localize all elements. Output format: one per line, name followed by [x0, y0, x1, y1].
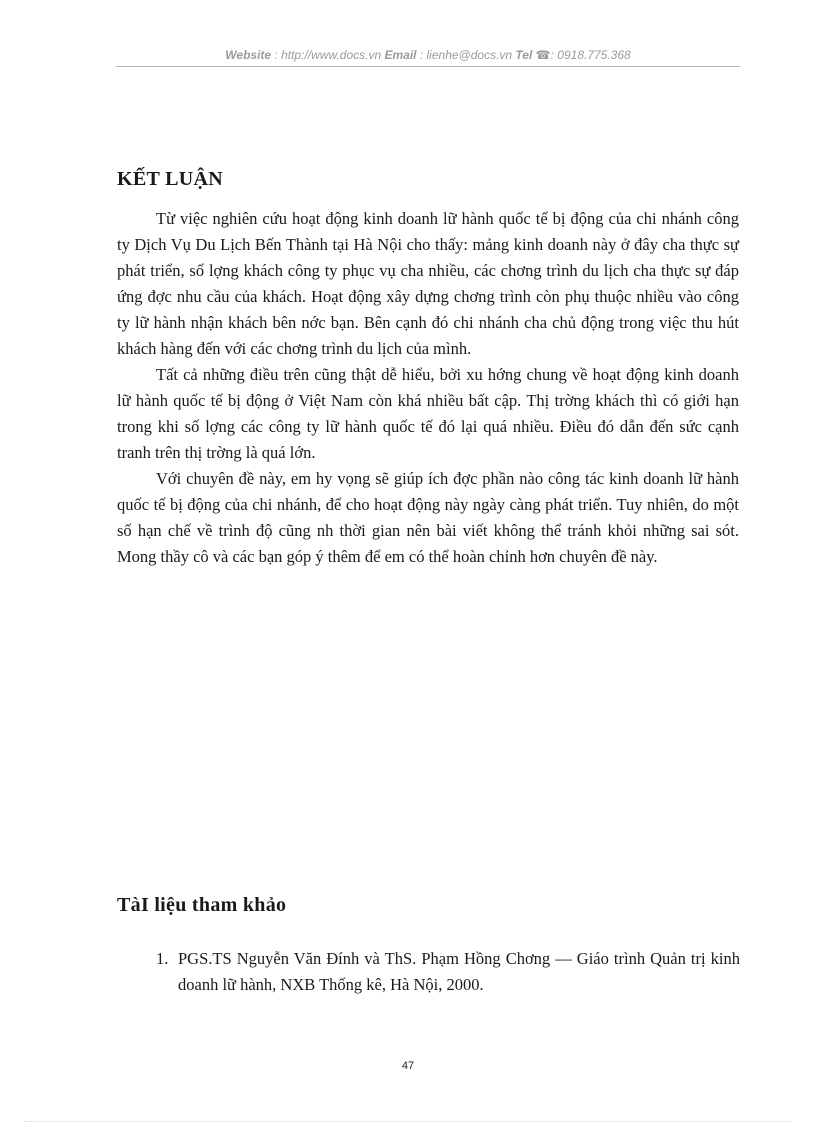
tel-value: : 0918.775.368: [550, 48, 631, 62]
email-label: Email: [384, 48, 417, 62]
references-heading: TàI liệu tham khảo: [117, 894, 287, 916]
conclusion-body: [117, 206, 739, 570]
conclusion-paragraph: Với chuyên đề này, em hy vọng sẽ giúp ích đợc phần nào công tác kinh doanh lữ hành quốc tế bị động của chi nhánh, để cho hoạt động này ngày càng phát triển. Tuy nhiên, do một số hạn chế về trình độ cũng nh thời gian nên bài viết không thể tránh khỏi những sai sót. Mong thầy cô và các bạn góp ý thêm để em có thể hoàn chỉnh hơn chuyên đề này.: [117, 469, 739, 566]
references-list: [156, 946, 740, 998]
page-bottom-border: [24, 1121, 792, 1122]
reference-number: 1.: [156, 949, 169, 968]
page-header: [116, 48, 740, 62]
website-label: Website: [225, 48, 272, 62]
reference-text: PGS.TS Nguyễn Văn Đính và ThS. Phạm Hồng Chơng — Giáo trình Quản trị kinh doanh lữ hành, NXB Thống kê, Hà Nội, 2000.: [178, 949, 740, 994]
conclusion-paragraph: Từ việc nghiên cứu hoạt động kinh doanh lữ hành quốc tế bị động của chi nhánh công ty Dịch Vụ Du Lịch Bến Thành tại Hà Nội cho thấy: mảng kinh doanh này ở đây cha thực sự phát triển, số lợng khách công ty phục vụ cha nhiều, các chơng trình du lịch cha thực sự đáp ứng đợc nhu cầu của khách. Hoạt động xây dựng chơng trình còn phụ thuộc nhiều vào công ty lữ hành nhận khách bên nớc bạn. Bên cạnh đó chi nhánh cha chủ động trong việc thu hút khách hàng đến với các chơng trình du lịch của mình.: [117, 209, 739, 358]
email-value: : lienhe@docs.vn: [419, 48, 513, 62]
website-value: : http://www.docs.vn: [274, 48, 382, 62]
conclusion-heading: KẾT LUẬN: [117, 168, 223, 190]
reference-item: [156, 946, 740, 998]
phone-icon: ☎: [535, 48, 551, 62]
header-divider: [116, 66, 740, 67]
page-number: 47: [401, 1060, 415, 1072]
tel-label: Tel: [515, 48, 533, 62]
conclusion-paragraph: Tất cả những điều trên cũng thật dễ hiểu, bởi xu hớng chung về hoạt động kinh doanh lữ hành quốc tế bị động ở Việt Nam còn khá nhiều bất cập. Thị trờng khách thì có giới hạn trong khi số lợng các công ty lữ hành quốc tế đó lại quá nhiều. Điều đó dẫn đến sức cạnh tranh trên thị trờng là quá lớn.: [117, 365, 739, 462]
